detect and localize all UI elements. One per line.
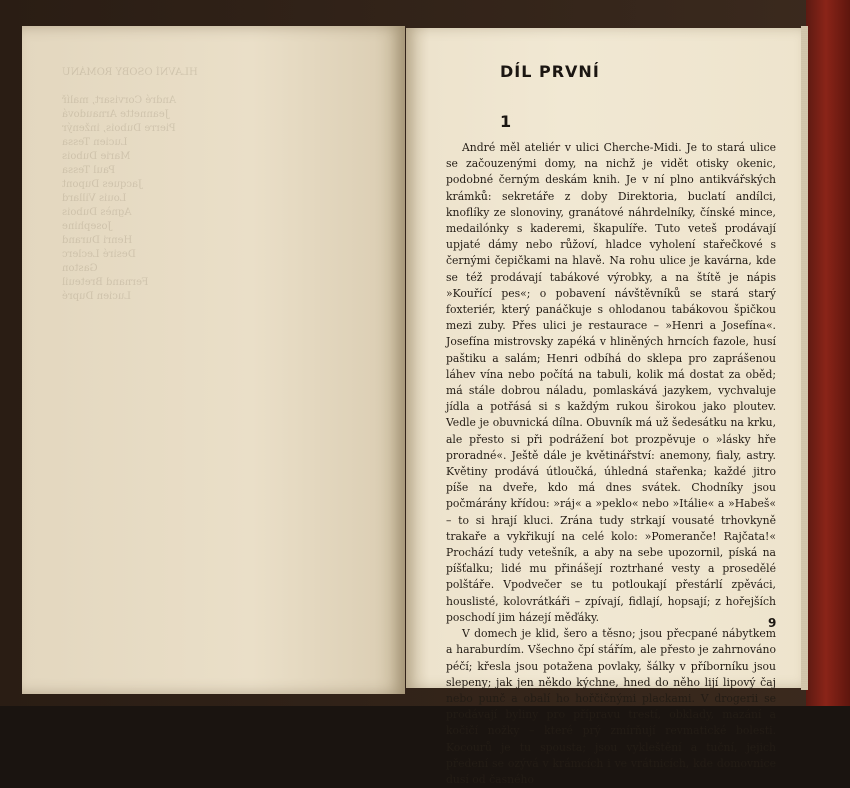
paragraph: André měl ateliér v ulici Cherche-Midi. Je to stará ulice se začouzenými domy, na nichž je vidět otisky okenic, podobné černým deskám knih. Je v ní plno antikvářských krámků: sekretáře z doby Direktoria, buclatí andílci, knoflíky ze slonoviny, granátové náhrdelníky, čínské mince, medailónky s kaderemi, škapulíře. Tuto veteš prodávají upjaté dámy nebo růžoví, hladce vyholení stařečkové s černými čepičkami na hlavě. Na rohu ulice je kavárna, kde se též prodávají tabákové výrobky, a na štítě je nápis »Kouřící pes«; o pobavení návštěvníků se stará starý foxteriér, který panáčkuje s ohlodanou tabákovou špičkou mezi zuby. Přes ulici je restaurace – »Henri a Josefína«. Josefína mistrovsky zapéká v hliněných hrncích fazole, husí paštiku a salám; Henri odbíhá do sklepa pro zaprášenou láhev vína nebo počítá na tabuli, kolik má dostat za oběd; má stále dobrou náladu, pomlaskává jazykem, vychvaluje jídla a potřásá si s každým rukou širokou jako ploutev. Vedle je obuvnická dílna. Obuvník má už šedesátku na krku, ale přesto si při podrážení bot prozpěvuje o »lásky hře proradné«. Ještě dále je květinářství: anemony, fialy, astry. Květiny prodává útloučká, úhledná stařenka; každé jitro píše na dveře, kdo má dnes svátek. Chodníky jsou počmárány křídou: »ráj« a »peklo« nebo »Itálie« a »Habeš« – to si hrají kluci. Zrána tudy strkají vousaté trhovkyně trakaře a vykřikují na celé kolo: »Pomeranče! Rajčata!« Prochází tudy vetešník, a aby na sebe upozornil, píská na píšťalku; lidé mu přinášejí roztrhané vesty a prosedělé polštáře. Vpodvečer se tu potloukají přestárlí zpěváci, houslisté, kolovrátkáři – zpívají, fidlají, hopsají; z hořejších poschodí jim házejí měďáky. [446, 141, 776, 624]
chapter-title: DÍL PRVNÍ [500, 62, 600, 81]
book-cover-edge [806, 0, 850, 706]
page-number: 9 [768, 616, 777, 630]
show-through-text: HLAVNÍ OSOBY ROMÁNU André Corvisart, malíř Jeannette Arnaudová Pierre Dubois, inženýr Lucien Tessa Marie Dubois Paul Tessa Jacques Dupont Louis Villard Agnès Dubois Josephine Henri Durand Desiré Leclerc Gaston Fernand Breteuil Lucien Dupré [62, 67, 198, 302]
section-number: 1 [500, 112, 512, 131]
body-text [446, 140, 776, 786]
paragraph: V domech je klid, šero a těsno; jsou přecpané nábytkem a haraburdím. Všechno čpí stářím, ale přesto je zahrnováno péčí; křesla jsou potažena povlaky, šálky v příborníku jsou slepeny; jak jen někdo kýchne, hned do něho lijí lipový čaj nebo punč a obalí ho hořčičnými plackami. V drogerii se prodávají byliny pro přípravu trestí, obklady, mazání a kočičí nožky – které prý zmírňují revmatické bolesti. Kocourů je tu spousta; jsou vykleštění a tuční, jejich předení se ozývá v krámcích i ve vrátnicích, kde domovnice dusí od časného [446, 627, 776, 786]
page-edges [801, 26, 808, 690]
left-page [22, 26, 405, 694]
